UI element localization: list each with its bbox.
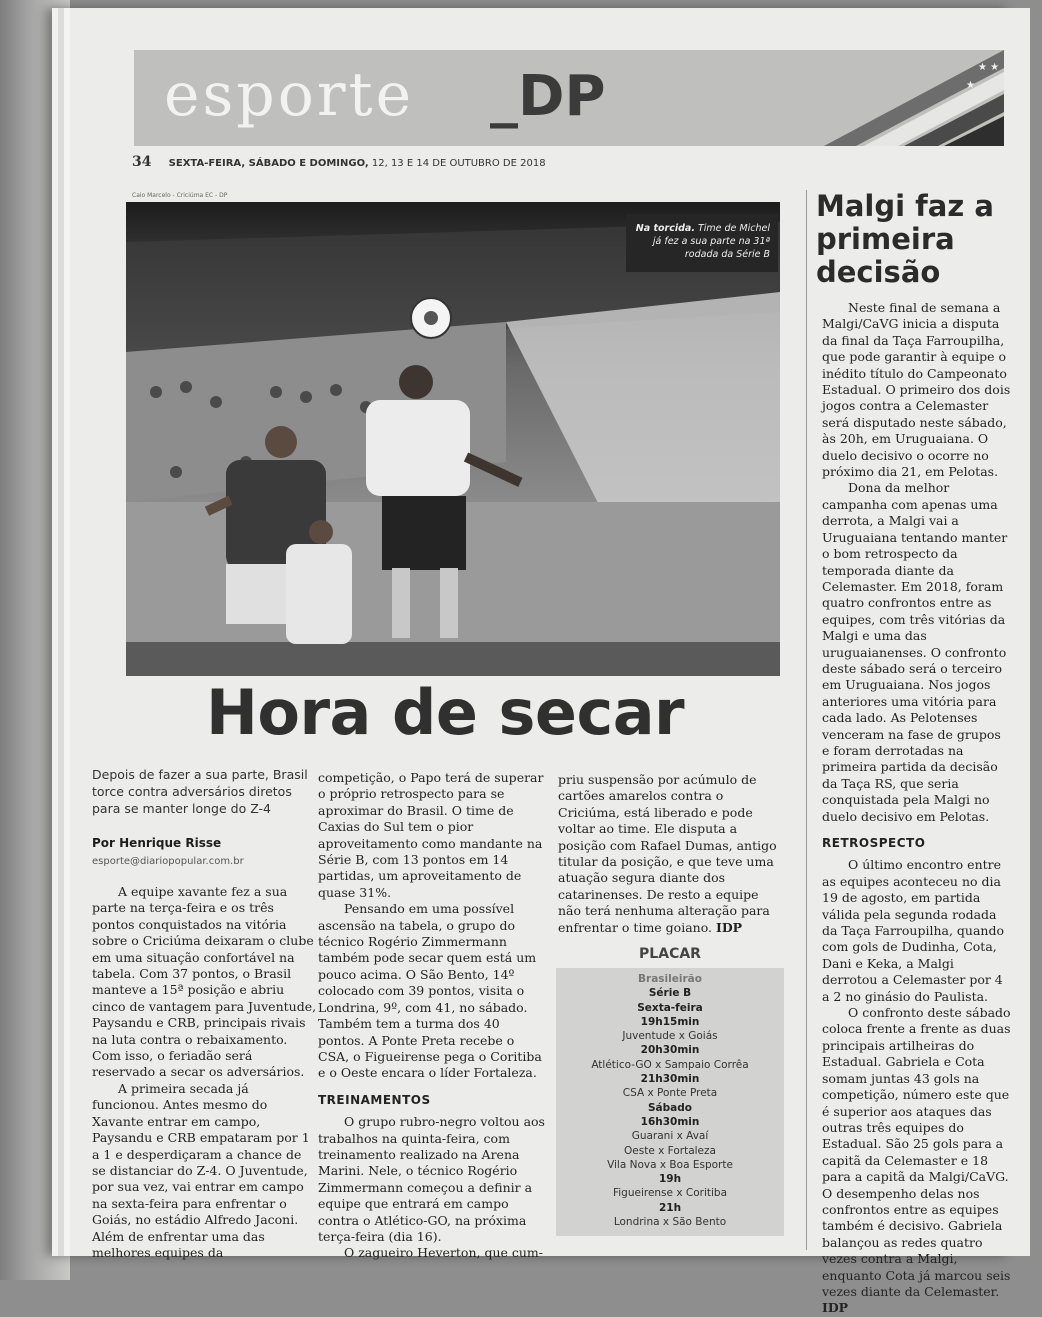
sidebar-paragraph: Dona da melhor campanha com apenas uma derrota, a Malgi vai a Uruguaiana tentando manter o bom retrospecto da temporada diante da Celemaster. Em 2018, foram quatro confrontos entre as equipes, com três vitórias da Malgi e uma das uruguaianenses. O confronto deste sábado será o terceiro em Uruguaiana. Nos jogos anteriores uma vitória para cada lado. As Pelotenses venceram na fase de grupos e foram derrotadas na primeira partida da decisão da Taça RS, que seria conquistada pela Malgi no duelo decisivo em Pelotas. [822,480,1008,824]
article-paragraph: competição, o Papo terá de superar o próprio retrospecto para se aproximar do Brasil. O time de Caxias do Sul tem o pior aproveitamento como mandante na Série B, com 13 pontos em 14 partidas, um aproveitamento de quase 31%. [318,770,544,900]
placar-game: Londrina x São Bento [613,1216,727,1229]
placar-competition: Brasileirão [638,973,702,985]
sidebar-column [822,300,1012,1317]
placar-game: Figueirense x Coritiba [612,1187,728,1200]
article-deck: Depois de fazer a sua parte, Brasil torce contra adversários diretos para se manter longe do Z-4 [92,767,308,816]
article-paragraph: O grupo rubro-negro voltou aos trabalhos na quinta-feira, com treinamento realizado na Arena Marini. Nele, o técnico Rogério Zimmermann começou a definir a equipe que entrará em campo contra o Atlético-GO, na próxima terça-feira (dia 16). [318,1114,545,1244]
placar-time: 16h30min [640,1115,700,1128]
sidebar-paragraph: Neste final de semana a Malgi/CaVG inicia a disputa da final da Taça Farroupilha, que pode garantir à equipe o inédito título do Campeonato Estadual. O primeiro dos dois jogos contra a Celemaster será disputado neste sábado, às 20h, em Uruguaiana. O duelo decisivo o ocorre no próximo dia 21, em Pelotas. [822,300,1011,480]
date-days: SEXTA-FEIRA, SÁBADO E DOMINGO, [168,158,369,169]
photo-caption-bold: Na torcida. [635,223,695,234]
placar-time: 19h [658,1173,682,1186]
photo-credit: Caio Marcelo - Criciúma EC - DP [132,192,228,199]
newspaper-edge [0,0,70,1280]
article-paragraph: A equipe xavante fez a sua parte na terça-feira e os três pontos conquistados na vitória sobre o Criciúma deixaram o clube em uma situação confortável na tabela. Com 37 pontos, o Brasil manteve a 15ª posição e abriu cinco de vantagem para Juventude, Paysandu e CRB, principais rivais na luta contra o rebaixamento. Com isso, o feriadão será reservado a secar os adversários. [92,884,317,1080]
section-masthead [134,50,1004,146]
placar-game: Guarani x Avaí [631,1130,709,1143]
dateline [132,154,992,170]
svg-text:★: ★ [966,80,975,91]
sidebar-signature: IDP [822,1300,849,1316]
placar-time: 21h [658,1201,682,1214]
sidebar-subhead: RETROSPECTO [822,836,926,850]
placar-box [556,968,784,1236]
sidebar-paragraph: O último encontro entre as equipes aconteceu no dia 19 de agosto, em partida válida pela segunda rodada da Taça Farroupilha, quando com gols de Dudinha, Cota, Dani e Keka, a Malgi derrotou a Celemaster por 4 a 2 no ginásio do Paulista. [822,857,1005,1004]
placar-game: Atlético-GO x Sampaio Corrêa [591,1058,749,1071]
placar-time: 21h30min [640,1073,700,1086]
match-photo [126,202,780,676]
photo-caption [626,214,778,272]
newspaper-page [70,8,1030,1316]
article-paragraph: A primeira secada já funcionou. Antes mesmo do Xavante entrar em campo, Paysandu e CRB empataram por 1 a 1 e desperdiçaram a chance de se distanciar do Z-4. O Juventude, por sua vez, vai entrar em campo na sexta-feira para enfrentar o Goiás, no estádio Alfredo Jaconi. Além de enfrentar uma das melhores equipes da [92,1080,310,1260]
placar-time: 20h30min [640,1044,700,1057]
placar-game: Vila Nova x Boa Esporte [607,1158,733,1171]
column-divider [806,190,807,1250]
placar-day: Sábado [648,1101,692,1114]
sidebar-paragraph: O confronto deste sábado coloca frente a frente as duas principais artilheiras do Estadual. Gabriela e Cota somam juntas 43 gols na competição, número este que é superior aos ataques das outras três equipes do Estadual. São 25 gols para a capitã da Celemaster e 18 para a capitã da Malgi/CaVG. O desempenho delas nos confrontos entre as equipes também é decisivo. Gabriela balançou as redes quatro vezes contra a Malgi, enquanto Cota já marcou seis vezes diante da Celemaster. [822,1005,1011,1299]
article-column-3 [558,772,780,936]
sidebar-headline: Malgi faz a primeira decisão [816,189,994,289]
page-number: 34 [132,154,152,170]
placar-game: Juventude x Goiás [622,1030,718,1043]
photo-caption-text: Time de Michel já fez a sua parte na 31ª rodada da Série B [652,223,770,260]
placar-game: Oeste x Fortaleza [624,1144,716,1157]
svg-text:★ ★: ★ ★ [978,62,1000,73]
article-paragraph: Pensando em uma possível ascensão na tabela, o grupo do técnico Rogério Zimmermann também pode secar quem está um pouco acima. O São Bento, 14º colocado com 39 pontos, visita o Londrina, 9º, com 41, no sábado. Também tem a turma dos 40 pontos. A Ponte Preta recebe o CSA, o Figueirense pega o Coritiba e o Oeste encara o líder Fortaleza. [318,901,542,1081]
flag-stripes-graphic [764,50,1004,146]
article-paragraph: O zagueiro Heverton, que cum- [344,1245,544,1261]
article-subhead: TREINAMENTOS [318,1092,431,1107]
article-column-2 [318,770,546,1262]
article-headline: Hora de secar [206,676,685,749]
section-title: esporte [164,60,415,130]
placar-time: 19h15min [640,1015,700,1028]
article-byline: Por Henrique Risse [92,836,222,850]
placar-game: CSA x Ponte Preta [622,1087,718,1100]
placar-day: Sexta-feira [637,1001,703,1014]
date-rest: 12, 13 E 14 DE OUTUBRO DE 2018 [371,158,546,169]
article-paragraph: priu suspensão por acúmulo de cartões amarelos contra o Criciúma, está liberado e pode voltar ao time. Ele disputa a posição com Rafael Dumas, antigo titular da posição, e que teve uma atuação segura diante dos catarinenses. De resto a equipe não terá nenhuma alteração para enfrentar o time goiano. [558,772,777,935]
placar-serie: Série B [648,987,692,1000]
author-email: esporte@diariopopular.com.br [92,856,244,867]
article-signature: IDP [715,919,743,935]
brand-logo-text: _DP [490,64,606,129]
placar-title: PLACAR [639,946,701,962]
match-photo-illustration [126,202,780,676]
article-column-1 [92,884,318,1261]
